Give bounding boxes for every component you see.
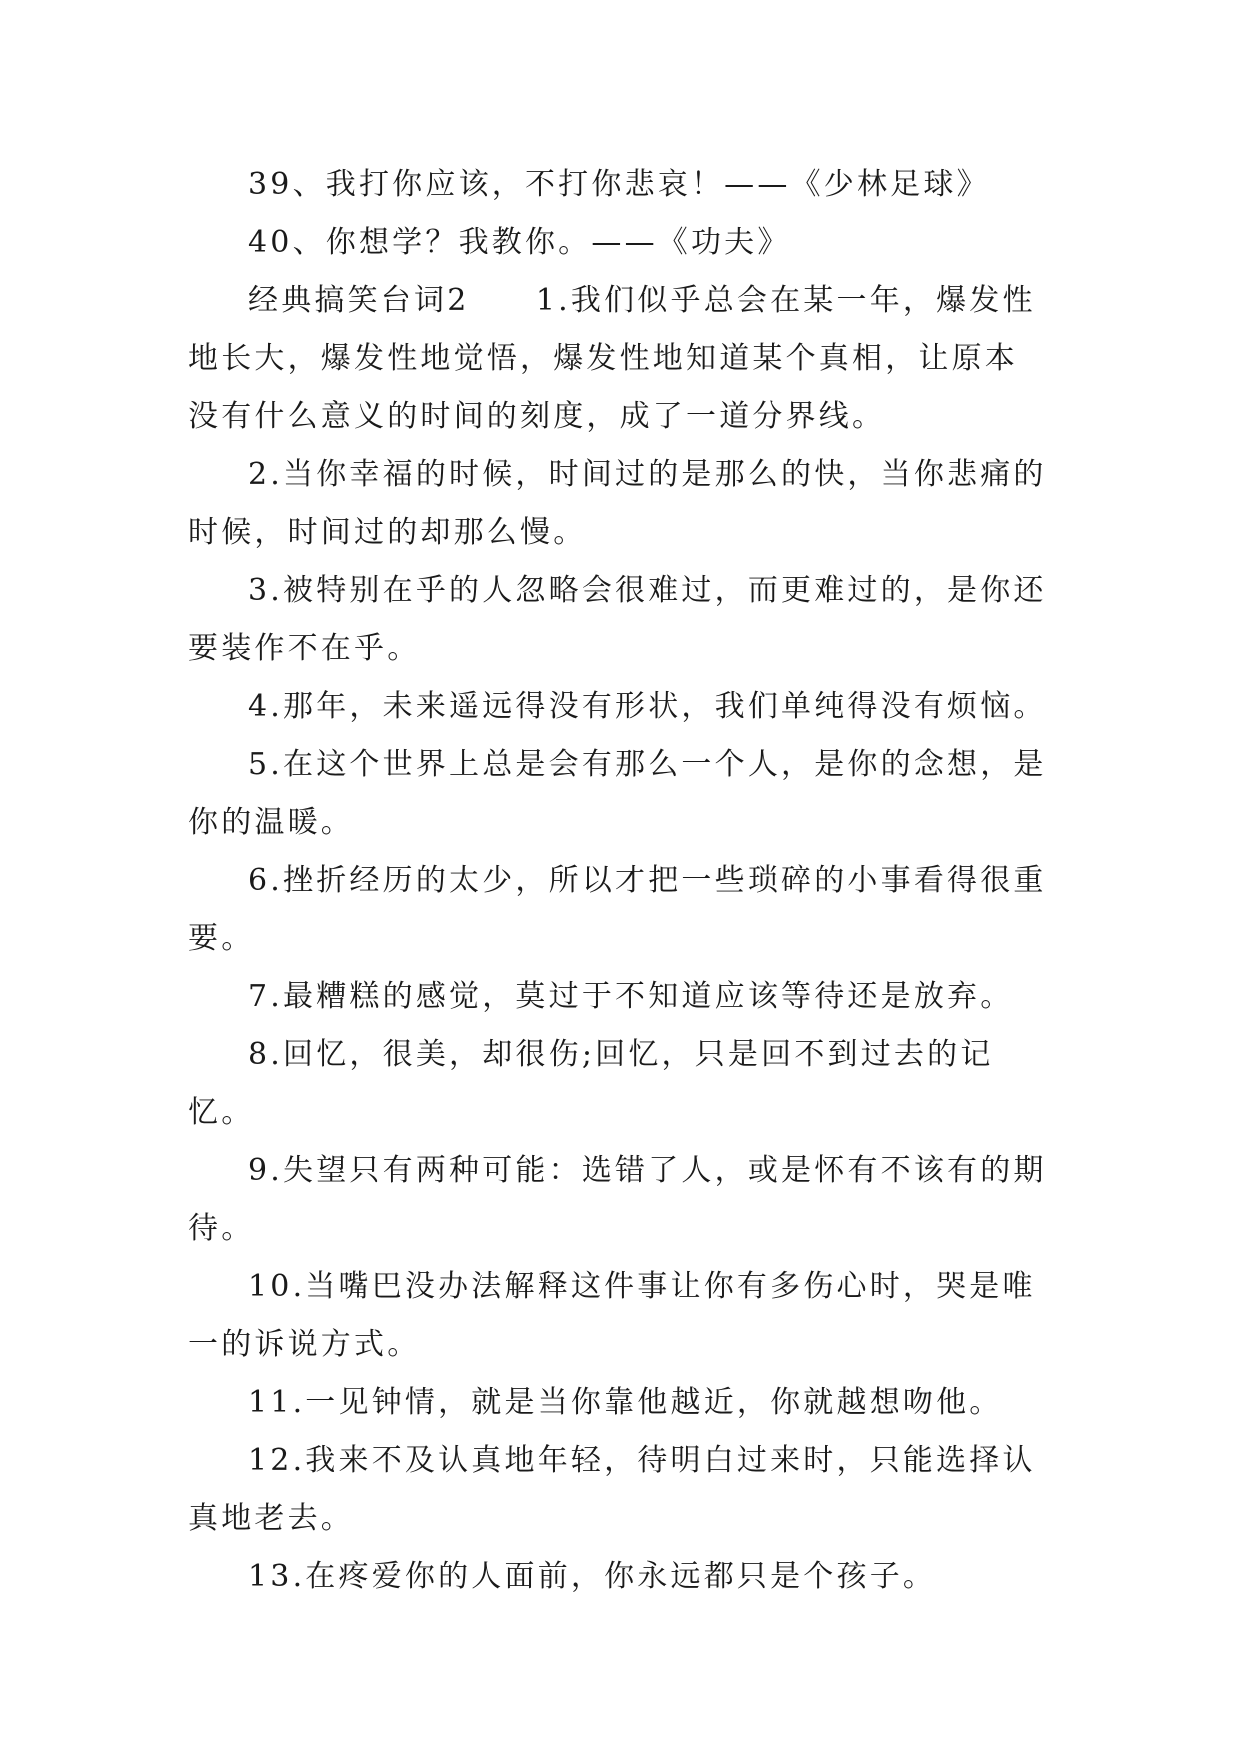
paragraph-item-6: 6.挫折经历的太少，所以才把一些琐碎的小事看得很重要。 <box>188 863 1047 956</box>
paragraph-item-10: 10.当嘴巴没办法解释这件事让你有多伤心时，哭是唯一的诉说方式。 <box>188 1269 1036 1362</box>
document-body <box>188 156 1050 1606</box>
paragraph-section-2-item-1: 经典搞笑台词2 1.我们似乎总会在某一年，爆发性地长大，爆发性地觉悟，爆发性地知道某个真相，让原本没有什么意义的时间的刻度，成了一道分界线。 <box>188 283 1036 434</box>
paragraph-item-4: 4.那年，未来遥远得没有形状，我们单纯得没有烦恼。 <box>248 689 1047 724</box>
paragraph-item-12: 12.我来不及认真地年轻，待明白过来时，只能选择认真地老去。 <box>188 1443 1036 1536</box>
paragraph-item-5: 5.在这个世界上总是会有那么一个人，是你的念想，是你的温暖。 <box>188 747 1047 840</box>
paragraph-39: 39、我打你应该，不打你悲哀！——《少林足球》 <box>248 167 990 202</box>
paragraph-item-2: 2.当你幸福的时候，时间过的是那么的快，当你悲痛的时候，时间过的却那么慢。 <box>188 457 1047 550</box>
paragraph-40: 40、你想学？我教你。——《功夫》 <box>248 225 791 260</box>
paragraph-item-8: 8.回忆，很美，却很伤;回忆，只是回不到过去的记忆。 <box>188 1037 994 1130</box>
paragraph-item-11: 11.一见钟情，就是当你靠他越近，你就越想吻他。 <box>248 1385 1003 1420</box>
paragraph-item-9: 9.失望只有两种可能：选错了人，或是怀有不该有的期待。 <box>188 1153 1047 1246</box>
paragraph-item-13: 13.在疼爱你的人面前，你永远都只是个孩子。 <box>248 1559 937 1594</box>
paragraph-item-7: 7.最糟糕的感觉，莫过于不知道应该等待还是放弃。 <box>248 979 1014 1014</box>
paragraph-item-3: 3.被特别在乎的人忽略会很难过，而更难过的，是你还要装作不在乎。 <box>188 573 1047 666</box>
